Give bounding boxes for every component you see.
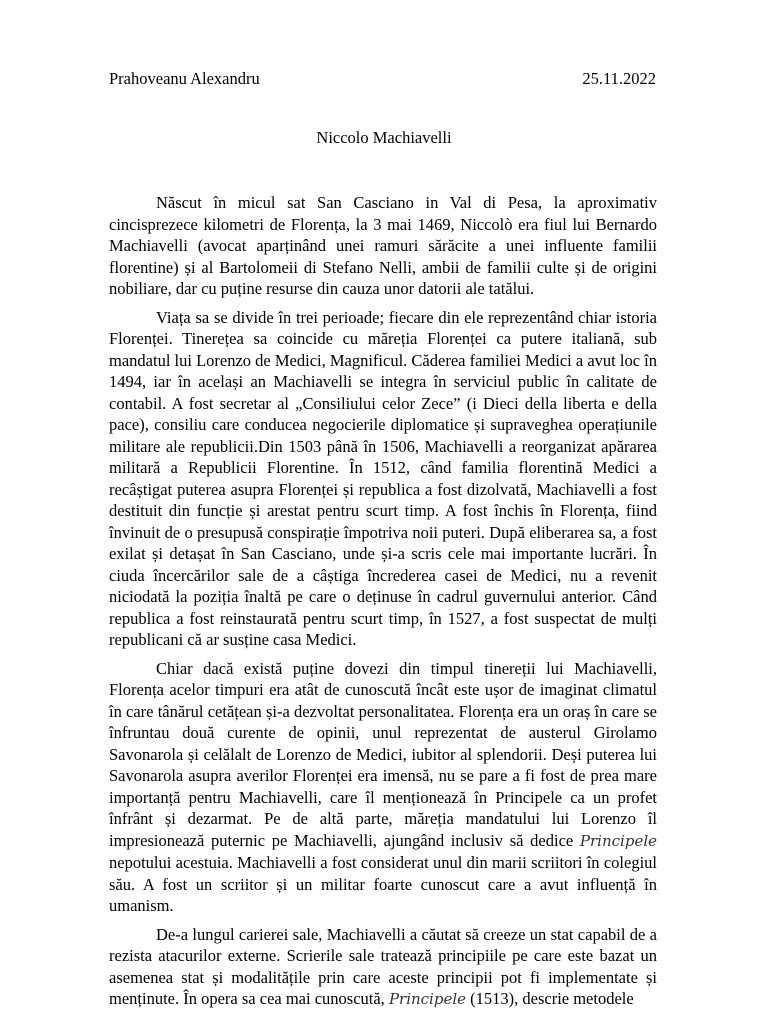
paragraph-3: [109, 658, 657, 917]
paragraph-4-text-b: (1513), descrie metodele: [466, 989, 634, 1008]
document-body: [109, 192, 657, 1018]
paragraph-1: Născut în micul sat San Casciano in Val di Pesa, la aproximativ cincisprezece kilometri de Florența, la 3 mai 1469, Niccolò era fiul lui Bernardo Machiavelli (avocat aparținând unei ramuri sărăcite a unei influente familii florentine) și al Bartolomeii di Stefano Nelli, ambii de familii culte și de origini nobiliare, dar cu puține resurse din cauza unor datorii ale tatălui.: [109, 193, 657, 298]
author-name: Prahoveanu Alexandru: [109, 69, 260, 88]
paragraph-3-text-a: Chiar dacă există puține dovezi din timpul tinereții lui Machiavelli, Florența acelor timpuri era atât de cunoscută încât este ușor de imaginat climatul în care tânărul cetățean și-a dezvoltat personalitatea. Florența era un oraș în care se înfruntau două curente de opinii, unul reprezentat de austerul Girolamo Savonarola și celălalt de Lorenzo de Medici, iubitor al splendorii. Deși puterea lui Savonarola asupra averilor Florenței era imensă, nu se pare a fi fost de prea mare importanță pentru Machiavelli, care îl menționează în Principele ca un profet înfrânt și dezarmat. Pe de altă parte, mărețiа mandatului lui Lorenzo îl impresionează puternic pe Machiavelli, ajungând inclusiv să dedice: [109, 658, 657, 850]
italic-book-title: Principele: [388, 990, 467, 1008]
paragraph-2: Viața sa se divide în trei perioade; fiecare din ele reprezentând chiar istoria Florenței. Tinerețea sa coincide cu mărețiа Florenței ca putere italiană, sub mandatul lui Lorenzo de Medici, Magnificul. Căderea familiei Medici a avut loc în 1494, iar în același an Machiavelli se integra în serviciul public în calitate de contabil. A fost secretar al „Consiliului celor Zece” (i Dieci della liberta e della pace), consiliu care conducea negocierile diplomatice și supraveghea operațiunile militare ale republicii.Din 1503 până în 1506, Machiavelli a reorganizat apărarea militară a Republicii Florentine. În 1512, când familia florentină Medici a recâștigat puterea asupra Florenței și republica a fost dizolvată, Machiavelli a fost destituit din funcție și arestat pentru scurt timp. A fost închis în Florența, fiind învinuit de o presupusă conspirație împotriva noii puteri. După eliberarea sa, a fost exilat și detașat în San Casciano, unde și-a scris cele mai importante lucrări. În ciuda încercărilor sale de a câștiga încrederea casei de Medici, nu a revenit niciodată la poziția înaltă pe care o deținuse în cadrul guvernului anterior. Când republica a fost reinstaurată pentru scurt timp, în 1527, a fost suspectat de mulți republicani că ar susține casa Medici.: [109, 307, 657, 649]
italic-book-title: Principele: [579, 831, 657, 850]
header: [109, 68, 656, 90]
document-title: Niccolo Machiavelli: [316, 128, 452, 147]
paragraph-3-text-b: nepotului acestuia. Machiavelli a fost considerat unul din marii scriitori în colegiul său. A fost un scriitor și un militar foarte cunoscut care a avut influență în umanism.: [109, 853, 657, 915]
paragraph-4: [109, 924, 657, 1011]
paragraph-4-text-a: De-a lungul carierei sale, Machiavelli a căutat să creeze un stat capabil de a rezista atacurilor externe. Scrierile sale tratează principiile pe care este bazat un asemenea stat și modalitățile prin care aceste principii pot fi implementate și menținute. În opera sa cea mai cunoscută,: [109, 924, 657, 1008]
document-date: 25.11.2022: [582, 69, 656, 88]
